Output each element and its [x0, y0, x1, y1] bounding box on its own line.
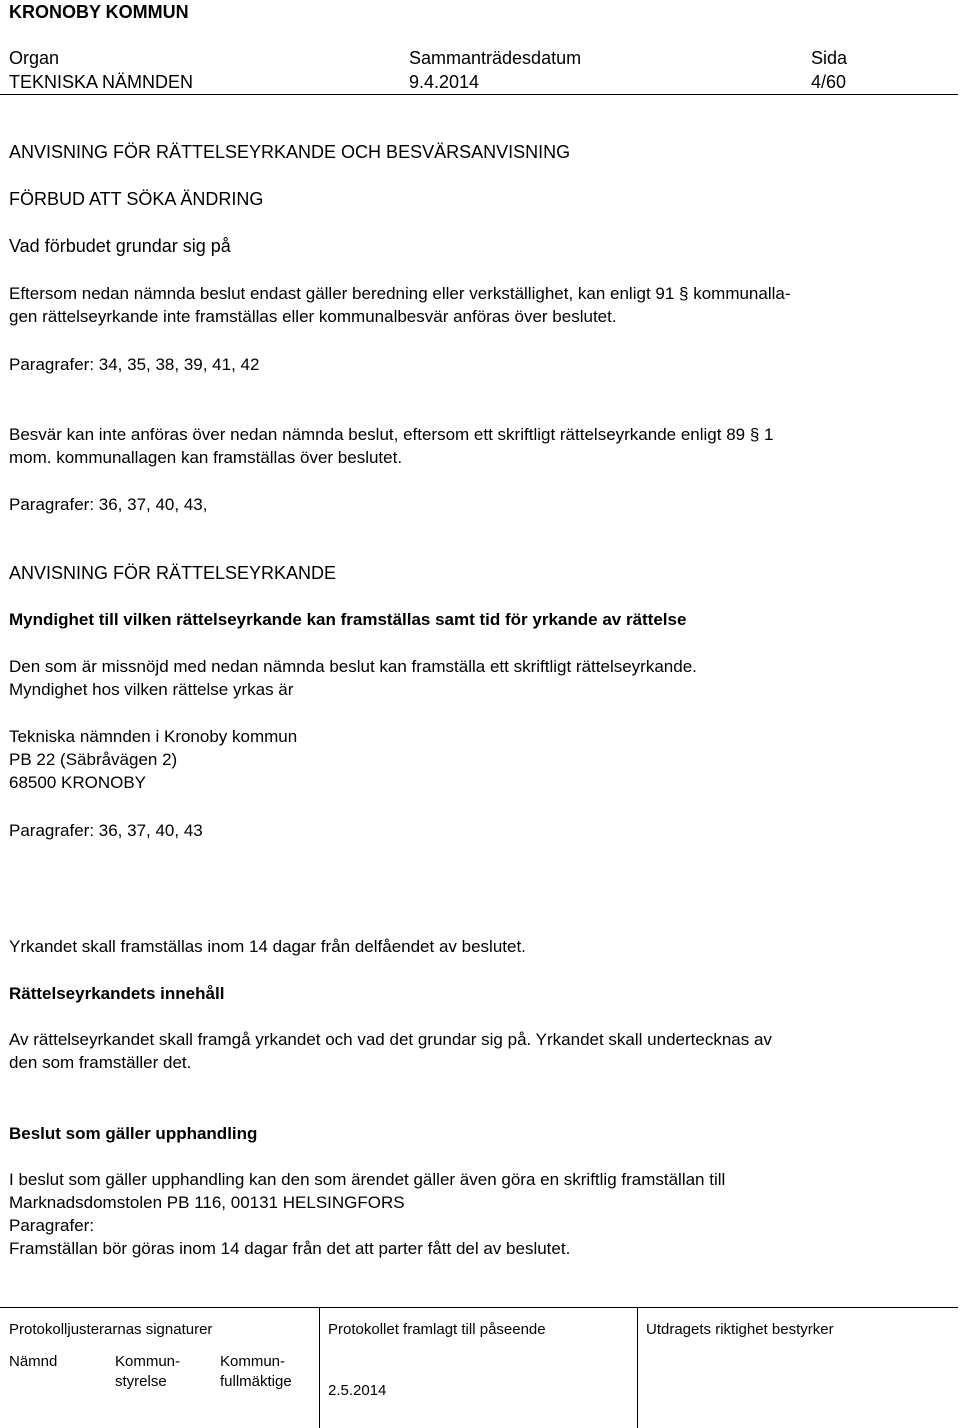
ban-subtitle: FÖRBUD ATT SÖKA ÄNDRING [9, 189, 264, 209]
deadline-text: Yrkandet skall framställas inom 14 dagar från delfåendet av beslutet. [9, 937, 526, 956]
paragraphs-list: Paragrafer: 34, 35, 38, 39, 41, 42 [9, 355, 260, 374]
paragraph-line: Marknadsdomstolen PB 116, 00131 HELSINGFORS [9, 1193, 405, 1212]
header-divider [0, 94, 958, 95]
paragraph-line: Den som är missnöjd med nedan nämnda beslut kan framställa ett skriftligt rättelseyrkande. [9, 657, 697, 676]
paragraph-line: gen rättelseyrkande inte framställas eller kommunalbesvär anföras över beslutet. [9, 307, 617, 326]
paragraph-execution [9, 282, 929, 328]
column-label-line: styrelse [115, 1373, 167, 1390]
posted-date: 2.5.2014 [328, 1382, 387, 1399]
paragraph-content [9, 1028, 929, 1074]
paragraph-line: I beslut som gäller upphandling kan den som ärendet gäller även göra en skriftlig framställan till [9, 1170, 726, 1189]
paragraph-line: Framställan bör göras inom 14 dagar från det att parter fått del av beslutet. [9, 1239, 571, 1258]
posted-label: Protokollet framlagt till påseende [328, 1321, 546, 1338]
signatures-label: Protokolljusterarnas signaturer [9, 1321, 213, 1338]
meeting-date-value: 9.4.2014 [409, 72, 480, 92]
authority-address [9, 725, 929, 794]
main-title: ANVISNING FÖR RÄTTELSEYRKANDE OCH BESVÄRSANVISNING [9, 142, 571, 162]
organ-label: Organ [9, 48, 60, 68]
column-label-line: Kommun- [115, 1353, 181, 1370]
footer-divider-left [319, 1307, 320, 1428]
signature-column-styrelse [115, 1352, 180, 1392]
paragraph-procurement [9, 1168, 929, 1260]
authority-heading: Myndighet till vilken rättelseyrkande kan framställas samt tid för yrkande av rättelse [9, 610, 687, 629]
organ-value: TEKNISKA NÄMNDEN [9, 72, 194, 92]
page-label: Sida [811, 48, 848, 68]
procurement-heading: Beslut som gäller upphandling [9, 1124, 258, 1143]
paragraph-line: mom. kommunallagen kan framställas över beslutet. [9, 448, 403, 467]
paragraph-line: den som framställer det. [9, 1053, 192, 1072]
paragraph-line: Paragrafer: [9, 1216, 95, 1235]
paragraph-line: Myndighet hos vilken rättelse yrkas är [9, 680, 294, 699]
paragraphs-list: Paragrafer: 36, 37, 40, 43 [9, 821, 203, 840]
address-line: PB 22 (Säbråvägen 2) [9, 750, 178, 769]
reason-subtitle: Vad förbudet grundar sig på [9, 236, 231, 256]
content-heading: Rättelseyrkandets innehåll [9, 984, 225, 1003]
column-label-line: fullmäktige [220, 1373, 292, 1390]
signature-column-fullmaktige [220, 1352, 292, 1392]
paragraphs-list: Paragrafer: 36, 37, 40, 43, [9, 495, 208, 514]
column-label-line: Kommun- [220, 1353, 286, 1370]
paragraph-appeal [9, 423, 929, 469]
section-title: ANVISNING FÖR RÄTTELSEYRKANDE [9, 563, 337, 583]
page-number: 4/60 [811, 72, 847, 92]
paragraph-line: Besvär kan inte anföras över nedan nämnda beslut, eftersom ett skriftligt rättelseyrkande enligt 89 § 1 [9, 425, 774, 444]
paragraph-line: Eftersom nedan nämnda beslut endast gäller beredning eller verkställighet, kan enligt 91 § kommunalla- [9, 284, 791, 303]
municipality-name: KRONOBY KOMMUN [9, 2, 189, 22]
address-line: 68500 KRONOBY [9, 773, 147, 792]
signature-column-namnd: Nämnd [9, 1353, 58, 1370]
meeting-date-label: Sammanträdesdatum [409, 48, 582, 68]
footer-divider-top [0, 1307, 958, 1308]
paragraph-line: Av rättelseyrkandet skall framgå yrkandet och vad det grundar sig på. Yrkandet skall undertecknas av [9, 1030, 772, 1049]
paragraph-complaint [9, 655, 929, 701]
footer-divider-right [637, 1307, 638, 1428]
address-line: Tekniska nämnden i Kronoby kommun [9, 727, 298, 746]
certified-label: Utdragets riktighet bestyrker [646, 1321, 834, 1338]
